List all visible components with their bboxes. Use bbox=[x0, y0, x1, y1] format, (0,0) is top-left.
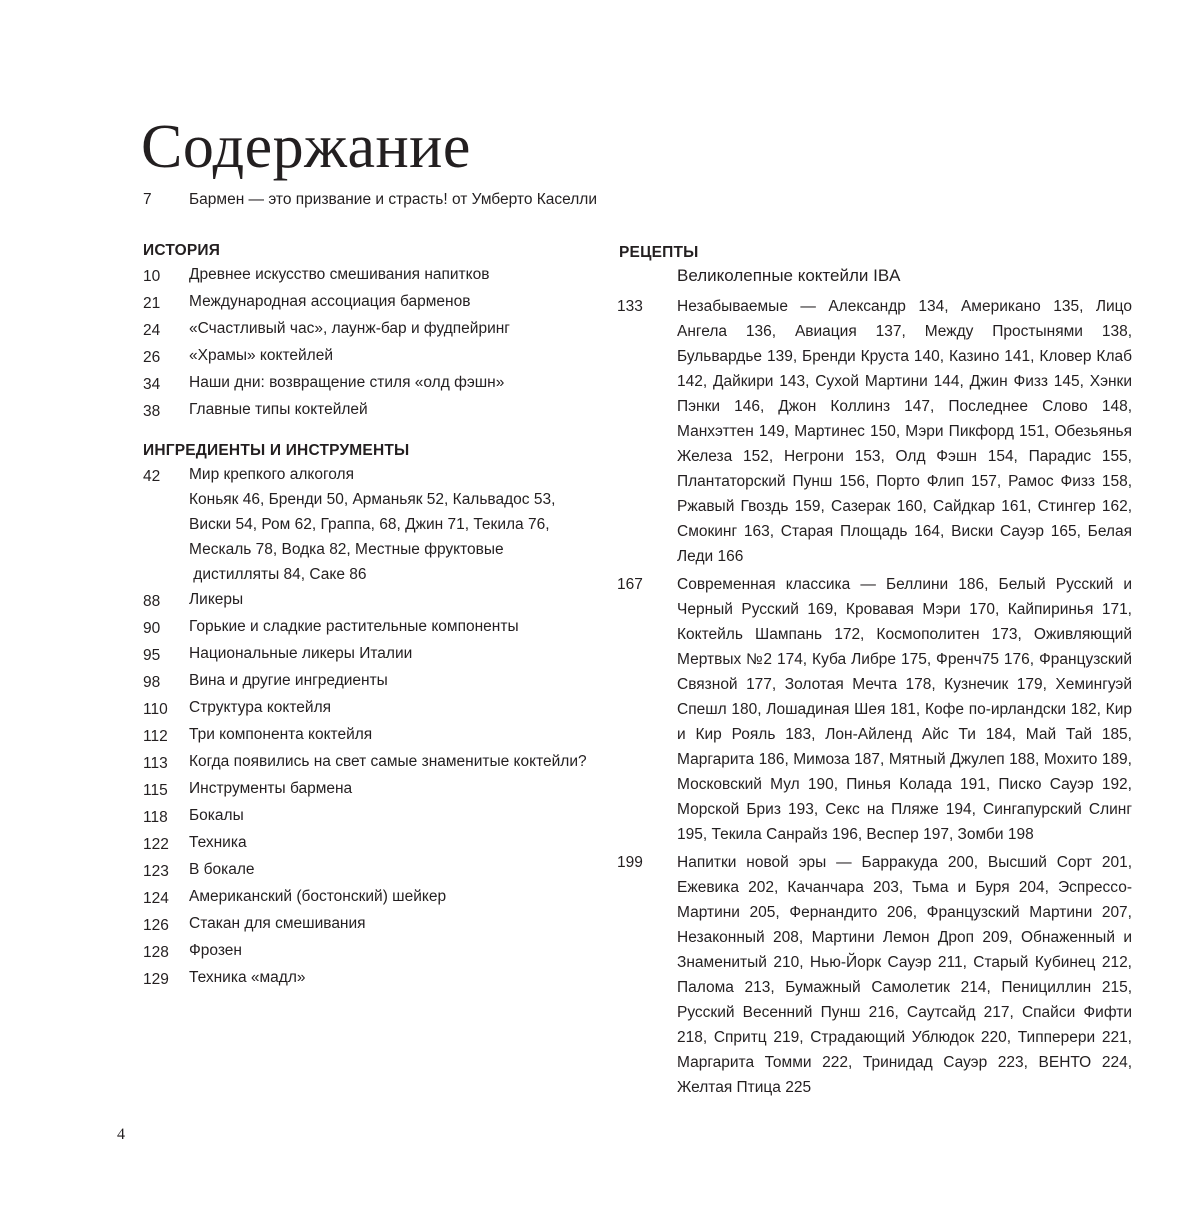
toc-page-number: 112 bbox=[143, 728, 168, 745]
toc-page-number: 123 bbox=[143, 863, 169, 880]
section-heading-history: ИСТОРИЯ bbox=[143, 242, 221, 259]
toc-page-number: 95 bbox=[143, 647, 161, 664]
toc-page-number: 26 bbox=[143, 349, 161, 366]
toc-entry-text: «Счастливый час», лаунж-бар и фудпейринг bbox=[189, 320, 510, 337]
toc-entry bbox=[143, 776, 587, 803]
toc-entry bbox=[143, 911, 587, 938]
recipe-group-text: Современная классика — Беллини 186, Белый Русский и Черный Русский 169, Кровавая Мэри 170, Кайпиринья 171, Коктейль Шампань 172, Космополитен 173, Оживляющий Мертвых №2 174, Куба Либре 175, Френч75 176, Французский Связной 177, Золотая Мечта 178, Кузнечик 179, Хемингуэй Спешл 180, Лошадиная Шея 181, Кофе по-ирландски 182, Кир и Кир Рояль 183, Лон-Айленд Айс Ти 184, Май Тай 185, Маргарита 186, Мимоза 187, Мятный Джулеп 188, Мохито 189, Московский Мул 190, Пинья Колада 191, Писко Сауэр 192, Морской Бриз 193, Секс на Пляже 194, Сингапурский Слинг 195, Текила Санрайз 196, Веспер 197, Зомби 198 bbox=[677, 576, 1132, 843]
toc-entry bbox=[143, 614, 587, 641]
page-number: 4 bbox=[117, 1126, 125, 1143]
toc-entry-text: Вина и другие ингредиенты bbox=[189, 672, 388, 689]
toc-page-number: 42 bbox=[143, 468, 161, 485]
toc-entry bbox=[143, 262, 510, 289]
ingredients-list bbox=[143, 462, 587, 992]
toc-page-number: 115 bbox=[143, 782, 168, 799]
toc-entry bbox=[143, 289, 510, 316]
toc-entry-text: Национальные ликеры Италии bbox=[189, 645, 413, 662]
toc-page-number: 7 bbox=[143, 191, 152, 208]
history-list bbox=[143, 262, 510, 424]
toc-entry-text: Техника «мадл» bbox=[189, 969, 306, 986]
toc-page-number: 98 bbox=[143, 674, 161, 691]
toc-entry bbox=[143, 343, 510, 370]
toc-entry-subtext: Виски 54, Ром 62, Граппа, 68, Джин 71, Текила 76, bbox=[189, 516, 550, 533]
toc-page-number: 90 bbox=[143, 620, 161, 637]
toc-entry-subtext: Мескаль 78, Водка 82, Местные фруктовые bbox=[189, 541, 504, 558]
toc-entry bbox=[143, 965, 587, 992]
recipe-group-text: Незабываемые — Александр 134, Американо 135, Лицо Ангела 136, Авиация 137, Между Простынями 138, Бульвардье 139, Бренди Круста 140, Казино 141, Кловер Клаб 142, Дайкири 143, Сухой Мартини 144, Джин Физз 145, Хэнки Пэнки 146, Джон Коллинз 147, Последнее Слово 148, Манхэттен 149, Мартинес 150, Мэри Пикфорд 151, Обезьянья Железа 152, Негрони 153, Олд Фэшн 154, Парадис 155, Плантаторский Пунш 156, Порто Флип 157, Рамос Физз 158, Ржавый Гвоздь 159, Сазерак 160, Сайдкар 161, Стингер 162, Смокинг 163, Старая Площадь 164, Виски Сауэр 165, Белая Леди 166 bbox=[677, 298, 1132, 565]
toc-entry-text: Техника bbox=[189, 834, 247, 851]
toc-entry-body bbox=[189, 462, 555, 587]
recipe-group bbox=[617, 850, 1137, 1100]
toc-entry-text: Структура коктейля bbox=[189, 699, 332, 716]
recipe-group bbox=[617, 294, 1137, 569]
toc-page-number: 129 bbox=[143, 971, 169, 988]
toc-page-number: 110 bbox=[143, 701, 168, 718]
recipe-group bbox=[617, 572, 1137, 847]
toc-page-number: 122 bbox=[143, 836, 169, 853]
toc-entry bbox=[143, 397, 510, 424]
toc-entry bbox=[143, 695, 587, 722]
toc-entry-subtext: Коньяк 46, Бренди 50, Арманьяк 52, Кальвадос 53, bbox=[189, 491, 556, 508]
toc-entry-text: Стакан для смешивания bbox=[189, 915, 366, 932]
toc-page-number: 24 bbox=[143, 322, 161, 339]
toc-entry-text: Американский (бостонский) шейкер bbox=[189, 888, 447, 905]
toc-entry-text: Наши дни: возвращение стиля «олд фэшн» bbox=[189, 374, 505, 391]
toc-entry bbox=[143, 857, 587, 884]
toc-entry-text: Горькие и сладкие растительные компоненты bbox=[189, 618, 519, 635]
toc-entry bbox=[143, 938, 587, 965]
toc-page-number: 167 bbox=[617, 576, 643, 593]
toc-entry-text: Международная ассоциация барменов bbox=[189, 293, 471, 310]
toc-entry bbox=[143, 884, 587, 911]
toc-entry bbox=[143, 641, 587, 668]
toc-entry bbox=[143, 830, 587, 857]
toc-page-number: 133 bbox=[617, 298, 643, 315]
toc-entry-text: Инструменты бармена bbox=[189, 780, 353, 797]
toc-entry-text: Когда появились на свет самые знаменитые коктейли? bbox=[189, 753, 587, 770]
toc-entry bbox=[143, 749, 587, 776]
recipes-subheading: Великолепные коктейли IBA bbox=[677, 266, 901, 285]
toc-entry bbox=[143, 722, 587, 749]
toc-entry-text: Ликеры bbox=[189, 591, 244, 608]
toc-intro-entry bbox=[143, 187, 597, 212]
toc-page-number: 113 bbox=[143, 755, 168, 772]
section-heading-ingredients: ИНГРЕДИЕНТЫ И ИНСТРУМЕНТЫ bbox=[143, 442, 410, 459]
toc-entry bbox=[143, 587, 587, 614]
recipe-group-text: Напитки новой эры — Барракуда 200, Высший Сорт 201, Ежевика 202, Качанчара 203, Тьма и Буря 204, Эспрессо-Мартини 205, Фернандито 206, Французский Мартини 207, Незаконный 208, Мартини Лемон Дроп 209, Обнаженный и Знаменитый 210, Нью-Йорк Сауэр 211, Старый Кубинец 212, Палома 213, Бумажный Самолетик 214, Пенициллин 215, Русский Весенний Пунш 216, Саутсайд 217, Спайси Фифти 218, Спритц 219, Страдающий Ублюдок 220, Типперери 221, Маргарита Томми 222, Тринидад Сауэр 223, ВЕНТО 224, Желтая Птица 225 bbox=[677, 854, 1132, 1096]
toc-page-number: 199 bbox=[617, 854, 643, 871]
page-title: Содержание bbox=[141, 113, 471, 181]
toc-entry bbox=[143, 462, 587, 587]
toc-page-number: 124 bbox=[143, 890, 169, 907]
toc-entry-text: «Храмы» коктейлей bbox=[189, 347, 333, 364]
toc-entry-text: Бармен — это призвание и страсть! от Умберто Каселли bbox=[189, 191, 598, 208]
toc-page-number: 38 bbox=[143, 403, 161, 420]
toc-entry-text: Древнее искусство смешивания напитков bbox=[189, 266, 490, 283]
toc-page-number: 88 bbox=[143, 593, 161, 610]
toc-entry-text: В бокале bbox=[189, 861, 255, 878]
toc-entry-text: Бокалы bbox=[189, 807, 244, 824]
toc-page-number: 128 bbox=[143, 944, 169, 961]
toc-page-number: 10 bbox=[143, 268, 161, 285]
toc-entry-text: Три компонента коктейля bbox=[189, 726, 373, 743]
toc-entry-text: Фрозен bbox=[189, 942, 242, 959]
toc-page-number: 34 bbox=[143, 376, 161, 393]
section-heading-recipes: РЕЦЕПТЫ bbox=[619, 244, 699, 261]
toc-entry-text: Главные типы коктейлей bbox=[189, 401, 368, 418]
toc-entry bbox=[143, 668, 587, 695]
toc-entry bbox=[143, 316, 510, 343]
toc-entry-subtext: дистилляты 84, Саке 86 bbox=[189, 566, 367, 583]
toc-entry bbox=[143, 370, 510, 397]
toc-entry-text: Мир крепкого алкоголя bbox=[189, 466, 354, 483]
toc-page-number: 118 bbox=[143, 809, 168, 826]
toc-page-number: 21 bbox=[143, 295, 161, 312]
toc-page-number: 126 bbox=[143, 917, 169, 934]
toc-entry bbox=[143, 803, 587, 830]
